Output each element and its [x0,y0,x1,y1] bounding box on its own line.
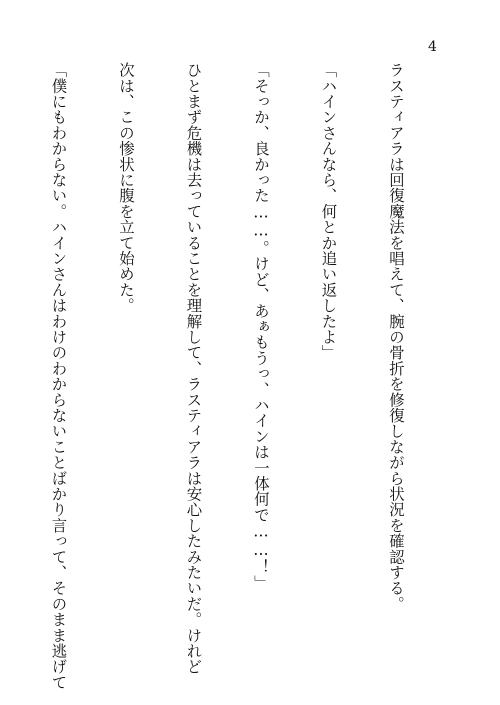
text-column: 「ハインさんなら、何とか追い返したよ」 [319,62,338,361]
vertical-text-body [0,62,452,690]
text-column: 「僕にもわからない。ハインさんはわけのわからないことばかり言って、そのまま逃げて [49,62,68,690]
text-column: 「そっか、良かった……。けど、あぁもうっ、ハインは一体何で……！」 [252,62,270,591]
text-column: ラスティアラは回復魔法を唱えて、腕の骨折を修復しながら状況を確認する。 [387,62,405,612]
text-column: 次は、この惨状に腹を立て始めた。 [117,62,135,314]
text-column: ひとまず危機は去っていることを理解して、ラスティアラは安心したみたいだ。けれど [184,62,203,675]
page-number: 4 [428,39,437,55]
text-column [0,62,2,662]
